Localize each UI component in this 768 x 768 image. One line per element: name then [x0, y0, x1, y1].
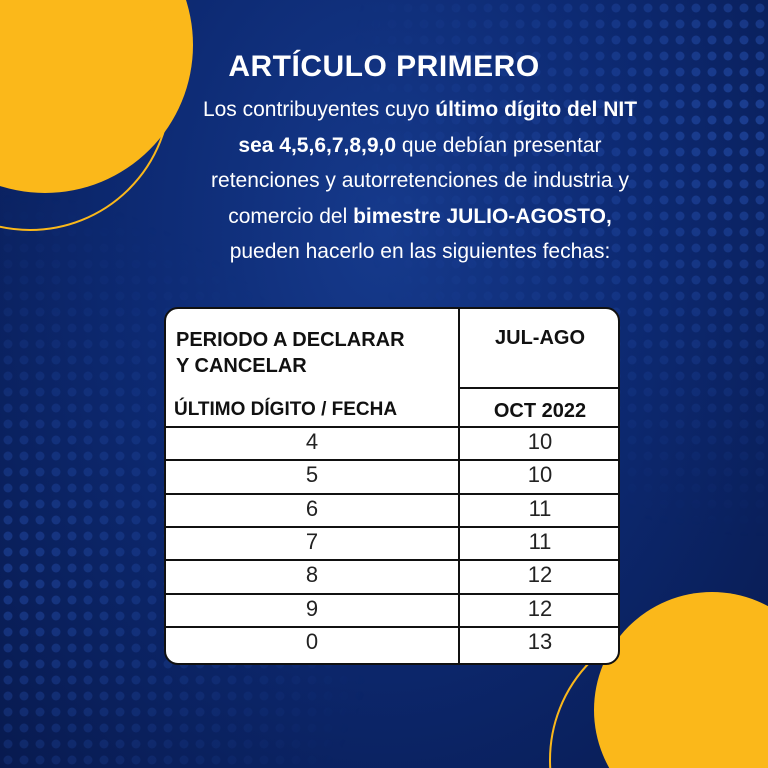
row-divider — [166, 593, 618, 595]
day-cell: 10 — [527, 429, 553, 454]
row-divider — [166, 493, 618, 495]
day-cell: 13 — [527, 628, 553, 654]
day-cell: 10 — [527, 462, 553, 488]
day-cell: 11 — [528, 495, 552, 521]
row-divider — [166, 626, 618, 628]
digit-cell: 9 — [305, 595, 319, 621]
period-value: JUL-AGO — [495, 327, 585, 349]
digit-cell: 6 — [305, 495, 319, 521]
header-separator — [460, 387, 620, 389]
table-row — [166, 593, 618, 626]
table-row — [166, 559, 618, 592]
intro-line-2: sea 4,5,6,7,8,9,0 que debían presentar — [238, 133, 602, 157]
row-divider — [166, 459, 618, 461]
table-row — [166, 426, 618, 459]
table-row — [166, 626, 618, 659]
day-cell: 11 — [528, 528, 552, 554]
digit-header: ÚLTIMO DÍGITO / FECHA — [174, 399, 398, 420]
intro-line-1: Los contribuyentes cuyo último dígito del NIT — [202, 98, 638, 121]
intro-paragraph — [165, 92, 675, 270]
digit-cell: 5 — [305, 462, 319, 488]
intro-line-3: retenciones y autorretenciones de industria y — [211, 169, 629, 192]
intro-line-5: pueden hacerlo en las siguientes fechas: — [229, 240, 611, 263]
digit-cell: 7 — [305, 528, 319, 554]
table-row — [166, 459, 618, 492]
table-row — [166, 493, 618, 526]
table-row — [166, 526, 618, 559]
digit-cell: 8 — [305, 562, 319, 588]
date-header: OCT 2022 — [493, 400, 587, 422]
intro-line-4: comercio del bimestre JULIO-AGOSTO, — [228, 204, 612, 228]
day-cell: 12 — [527, 562, 553, 588]
row-divider — [166, 559, 618, 561]
dates-table — [164, 307, 620, 665]
digit-cell: 0 — [305, 628, 319, 654]
period-label: PERIODO A DECLARAR Y CANCELAR — [176, 329, 405, 377]
digit-cell: 4 — [305, 429, 319, 454]
row-divider — [166, 426, 618, 428]
row-divider — [166, 526, 618, 528]
day-cell: 12 — [527, 595, 553, 621]
page-title: ARTÍCULO PRIMERO — [228, 50, 540, 83]
